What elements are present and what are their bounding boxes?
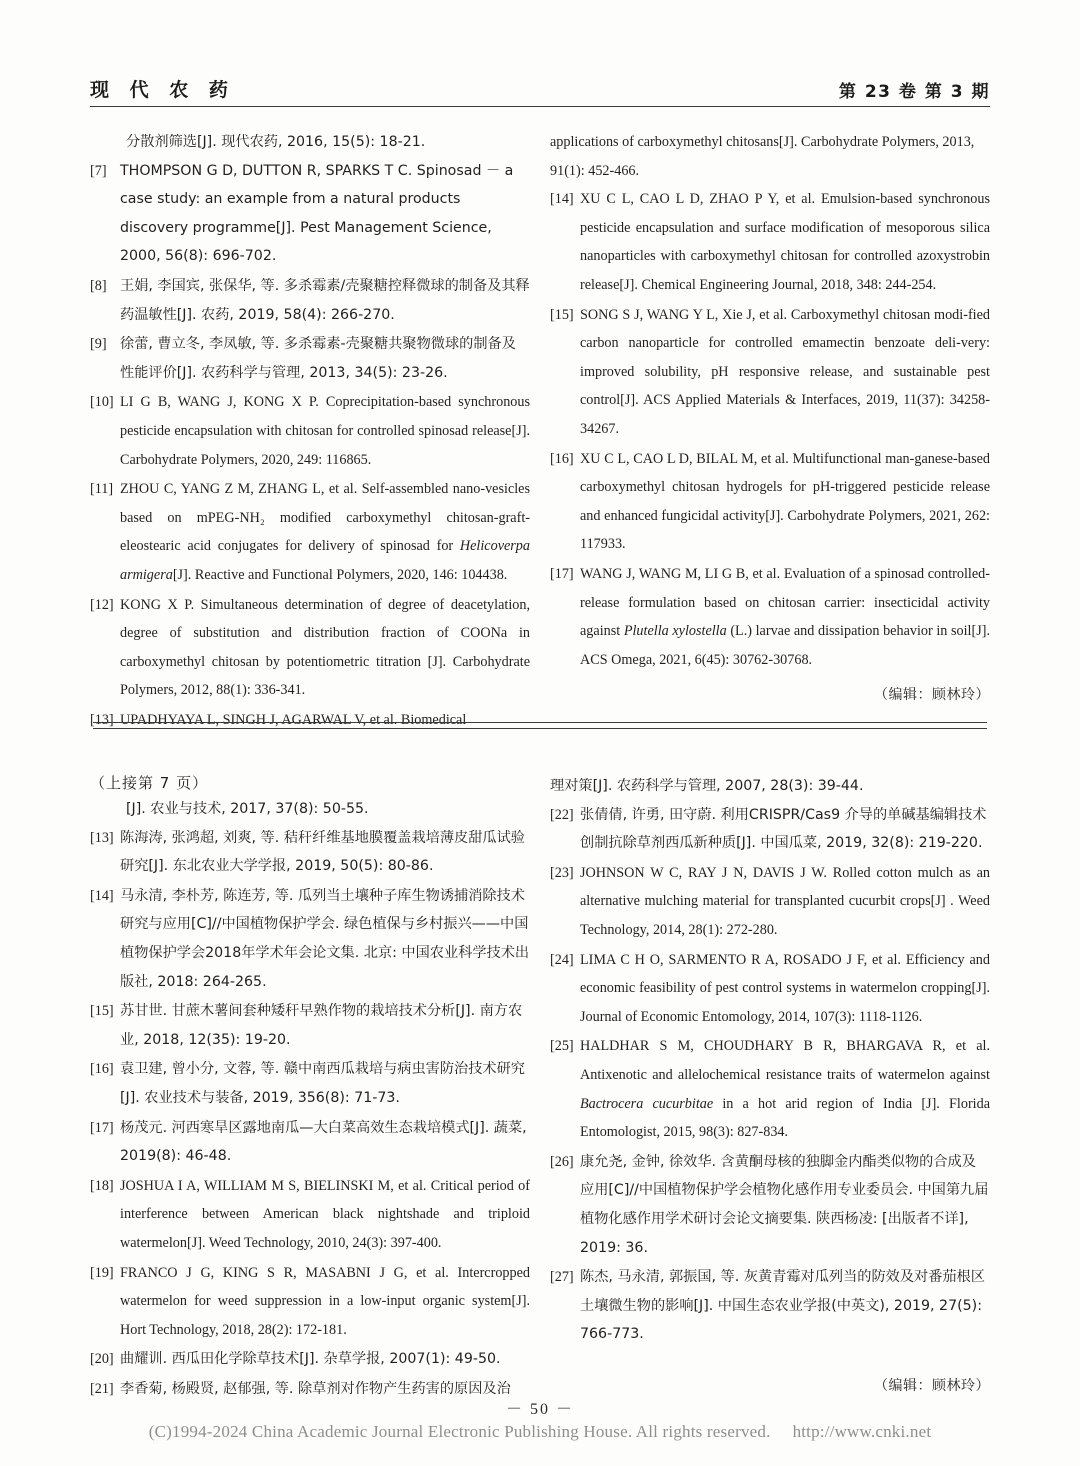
reference-text: XU C L, CAO L D, ZHAO P Y, et al. Emulsion-based synchronous pesticide encapsulation and surface modification of mesoporous silica nanoparticles with carboxymethyl chitosan for controlled azoxystrobin release[J]. Chemical Engineering Journal, 2018, 348: 244-254. <box>580 191 990 293</box>
reference-text: THOMPSON G D, DUTTON R, SPARKS T C. Spinosad － a case study: an example from a natural products discovery programme[J]. Pest Management Science, 2000, 56(8): 696-702. <box>120 162 514 265</box>
editor-credit: （编辑：顾林玲） <box>874 687 990 704</box>
reference-item <box>90 1345 530 1374</box>
reference-item <box>90 157 530 271</box>
reference-number: [21] <box>90 1380 114 1397</box>
volume-issue: 第 23 卷 第 3 期 <box>838 82 990 102</box>
reference-text: 苏甘世. 甘蔗木薯间套种矮秆早熟作物的栽培技术分析[J]. 南方农业, 2018, 12(35): 19-20. <box>120 1003 523 1048</box>
reference-number: [23] <box>550 864 574 881</box>
references-section-top <box>90 128 990 735</box>
reference-number: [18] <box>90 1177 114 1194</box>
reference-number: [26] <box>550 1153 574 1170</box>
reference-item <box>90 1114 530 1171</box>
reference-text: LIMA C H O, SARMENTO R A, ROSADO J F, et al. Efficiency and economic feasibility of pest control systems in watermelon cropping[J]. Journal of Economic Entomology, 2014, 107(3): 1118-1126. <box>580 951 990 1025</box>
reference-text: KONG X P. Simultaneous determination of degree of deacetylation, degree of substitution and distribution fraction of COONa in carboxymethyl chitosan by potentiometric titration [J]. Carbohydrate Polymers, 2012, 88(1): 336-341. <box>120 596 530 699</box>
reference-number: [16] <box>90 1061 114 1078</box>
reference-text: HALDHAR S M, CHOUDHARY B R, BHARGAVA R, et al. Antixenotic and allelochemical resistance traits of watermelon against Bactrocera cucurbitae in a hot arid region of India [J]. Florida Entomologist, 2015, 98(3): 827-834. <box>580 1038 991 1141</box>
page-number: － 50 － <box>505 1401 574 1418</box>
reference-item <box>90 1055 530 1112</box>
reference-item <box>90 824 530 881</box>
reference-number: [7] <box>90 162 107 179</box>
reference-item <box>550 1263 990 1349</box>
reference-number: [11] <box>90 481 114 498</box>
reference-item <box>90 1259 530 1345</box>
reference-text: XU C L, CAO L D, BILAL M, et al. Multifunctional man-ganese-based carboxymethyl chitosan hydrogels for pH-triggered pesticide release and enhanced fungicidal activity[J]. Carbohydrate Polymers, 2021, 262: 117933. <box>580 450 990 553</box>
reference-text: UPADHYAYA L, SINGH J, AGARWAL V, et al. Biomedical <box>120 711 467 728</box>
reference-text: 袁卫建, 曾小分, 文蓉, 等. 赣中南西瓜栽培与病虫害防治技术研究[J]. 农业技术与装备, 2019, 356(8): 71-73. <box>120 1061 525 1106</box>
reference-text: 康允尧, 金钟, 徐效华. 含黄酮母核的独脚金内酯类似物的合成及应用[C]//中国植物保护学会植物化感作用专业委员会. 中国第九届植物化感作用学术研讨会论文摘要集. 陕西杨凌: [出版者不详], 2019: 36. <box>580 1153 989 1256</box>
references-section-bottom <box>90 772 990 1404</box>
top-left-column <box>90 128 530 735</box>
orphan-line: [J]. 农业与技术, 2017, 37(8): 50-55. <box>126 801 369 817</box>
reference-item <box>90 882 530 996</box>
copyright-text: (C)1994-2024 China Academic Journal Electronic Publishing House. All rights reserved. <box>148 1422 771 1441</box>
reference-list <box>550 185 990 674</box>
reference-number: [8] <box>90 277 107 294</box>
reference-number: [15] <box>90 1003 114 1020</box>
running-head <box>90 68 990 107</box>
reference-text: SONG S J, WANG Y L, Xie J, et al. Carboxymethyl chitosan modi-fied carbon nanoparticle for controlled emamectin benzoate deli-very: improved solubility, pH responsive release, and sustainable pest control[J]. ACS Applied Materials & Interfaces, 2019, 11(37): 34258-34267. <box>580 306 990 437</box>
reference-text: 李香菊, 杨殿贤, 赵郁强, 等. 除草剂对作物产生药害的原因及治 <box>120 1380 511 1397</box>
reference-text: 马永清, 李朴芳, 陈连芳, 等. 瓜列当土壤种子库生物诱捕消除技术研究与应用[C]//中国植物保护学会. 绿色植保与乡村振兴——中国植物保护学会2018年学术年会论文集. 北京: 中国农业科学技术出版社, 2018: 264-265. <box>120 887 530 990</box>
continued-from-note: （上接第 7 页） <box>90 774 209 792</box>
journal-title: 现 代 农 药 <box>90 79 235 101</box>
reference-number: [13] <box>90 829 114 846</box>
reference-number: [24] <box>550 951 574 968</box>
reference-number: [25] <box>550 1038 574 1055</box>
reference-list <box>90 824 530 1404</box>
section-divider <box>93 722 987 729</box>
reference-item <box>550 445 990 559</box>
reference-text: 陈海涛, 张鸿超, 刘爽, 等. 秸秆纤维基地膜覆盖栽培薄皮甜瓜试验研究[J]. 东北农业大学学报, 2019, 50(5): 80-86. <box>120 829 525 875</box>
cnki-url: http://www.cnki.net <box>792 1422 932 1441</box>
reference-item <box>90 706 530 735</box>
reference-text: 陈杰, 马永清, 郭振国, 等. 灰黄青霉对瓜列当的防效及对番茄根区土壤微生物的影响[J]. 中国生态农业学报(中英文), 2019, 27(5): 766-773. <box>580 1269 985 1343</box>
editor-credit: （编辑：顾林玲） <box>874 1377 990 1394</box>
reference-item <box>550 859 990 945</box>
reference-text: 曲耀训. 西瓜田化学除草技术[J]. 杂草学报, 2007(1): 49-50. <box>120 1351 501 1368</box>
reference-number: [13] <box>90 711 114 728</box>
reference-number: [15] <box>550 306 574 323</box>
reference-number: [19] <box>90 1264 114 1281</box>
reference-number: [17] <box>550 565 574 582</box>
bottom-left-column <box>90 772 530 1404</box>
reference-number: [20] <box>90 1351 114 1368</box>
reference-item <box>90 330 530 387</box>
orphan-line: applications of carboxymethyl chitosans[J]. Carbohydrate Polymers, 2013, 91(1): 452-466. <box>550 134 975 179</box>
reference-item <box>550 301 990 444</box>
reference-number: [12] <box>90 596 114 613</box>
bottom-right-column <box>550 772 990 1404</box>
reference-number: [9] <box>90 336 107 353</box>
reference-item <box>90 591 530 705</box>
reference-item <box>90 388 530 474</box>
reference-item <box>90 475 530 589</box>
reference-item <box>550 185 990 299</box>
orphan-line: 分散剂筛选[J]. 现代农药, 2016, 15(5): 18-21. <box>126 134 426 150</box>
reference-item <box>550 560 990 674</box>
reference-text: 徐蕾, 曹立冬, 李凤敏, 等. 多杀霉素-壳聚糖共聚物微球的制备及性能评价[J]. 农药科学与管理, 2013, 34(5): 23-26. <box>120 336 516 381</box>
reference-text: ZHOU C, YANG Z M, ZHANG L, et al. Self-assembled nano-vesicles based on mPEG-NH₂ modified carboxymethyl chitosan-graft-eleostearic acid conjugates for delivery of spinosad for Helicoverpa armigera[J]. Reactive and Functional Polymers, 2020, 146: 104438. <box>120 481 530 583</box>
reference-number: [16] <box>550 450 574 467</box>
reference-text: JOSHUA I A, WILLIAM M S, BIELINSKI M, et al. Critical period of interference between American black nightshade and triploid watermelon[J]. Weed Technology, 2010, 24(3): 397-400. <box>120 1177 530 1251</box>
reference-number: [14] <box>90 887 114 904</box>
reference-item <box>550 801 990 858</box>
reference-number: [27] <box>550 1269 574 1286</box>
reference-item <box>550 1148 990 1262</box>
reference-list <box>90 157 530 735</box>
reference-item <box>90 997 530 1054</box>
reference-text: 王娟, 李国宾, 张保华, 等. 多杀霉素/壳聚糖控释微球的制备及其释药温敏性[J]. 农药, 2019, 58(4): 266-270. <box>120 277 530 323</box>
reference-text: FRANCO J G, KING S R, MASABNI J G, et al. Intercropped watermelon for weed suppression in a low-input organic system[J]. Hort Technology, 2018, 28(2): 172-181. <box>120 1264 530 1338</box>
reference-item <box>90 1172 530 1258</box>
copyright-notice <box>0 1422 1080 1442</box>
reference-number: [17] <box>90 1119 114 1136</box>
reference-text: JOHNSON W C, RAY J N, DAVIS J W. Rolled cotton mulch as an alternative mulching material for transplanted cucurbit crops[J] . Weed Technology, 2014, 28(1): 272-280. <box>580 864 990 938</box>
orphan-line: 理对策[J]. 农药科学与管理, 2007, 28(3): 39-44. <box>550 778 864 794</box>
reference-text: LI G B, WANG J, KONG X P. Coprecipitation-based synchronous pesticide encapsulation with chitosan for controlled spinosad release[J]. Carbohydrate Polymers, 2020, 249: 116865. <box>120 394 530 468</box>
reference-item <box>90 272 530 329</box>
reference-number: [10] <box>90 394 114 411</box>
reference-item <box>550 946 990 1032</box>
reference-text: 杨茂元. 河西寒旱区露地南瓜—大白菜高效生态栽培模式[J]. 蔬菜, 2019(8): 46-48. <box>120 1119 527 1165</box>
reference-number: [14] <box>550 191 574 208</box>
reference-list <box>550 801 990 1349</box>
reference-number: [22] <box>550 806 574 823</box>
reference-text: 张倩倩, 许勇, 田守蔚. 利用CRISPR/Cas9 介导的单碱基编辑技术创制抗除草剂西瓜新种质[J]. 中国瓜菜, 2019, 32(8): 219-220. <box>580 806 987 852</box>
reference-text: WANG J, WANG M, LI G B, et al. Evaluation of a spinosad controlled-release formulation based on chitosan carrier: insecticidal activity against Plutella xylostella (L.) larvae and dissipation behavior in soil[J]. ACS Omega, 2021, 6(45): 30762-30768. <box>580 565 990 668</box>
reference-item <box>550 1032 990 1146</box>
top-right-column <box>550 128 990 735</box>
